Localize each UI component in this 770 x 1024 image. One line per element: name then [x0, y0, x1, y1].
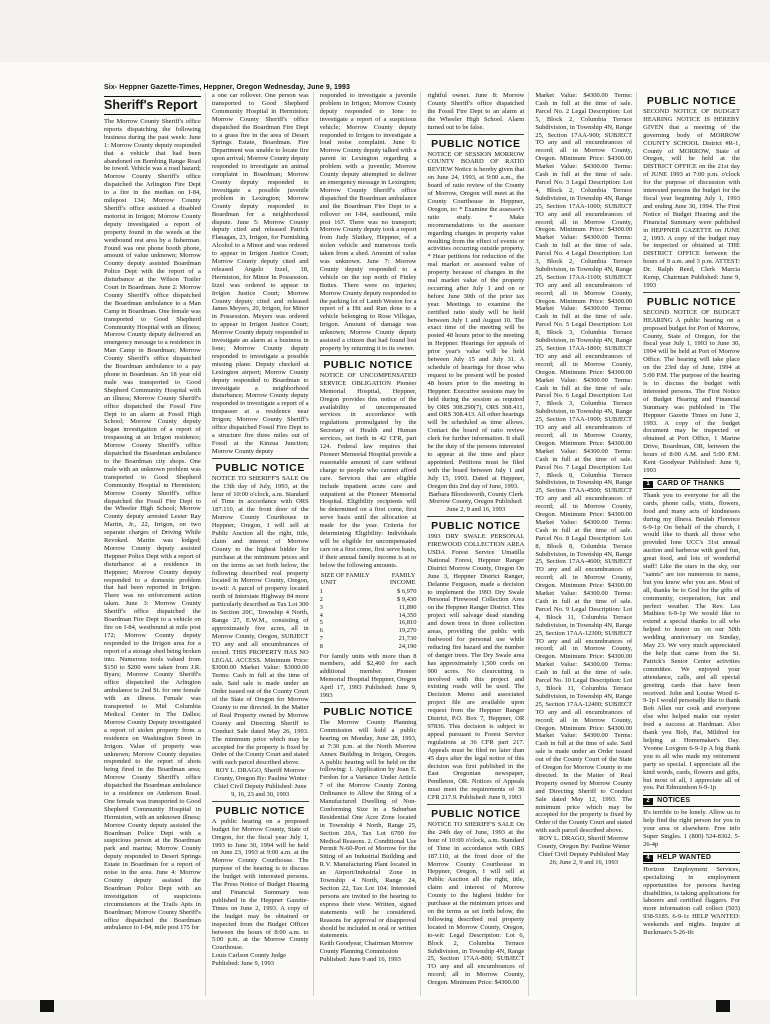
public-notice-heading: PUBLIC NOTICE [323, 358, 413, 371]
public-notice-heading: PUBLIC NOTICE [646, 95, 737, 107]
column-4 [427, 92, 529, 996]
scan-margin-bottom [0, 1000, 770, 1024]
school-budget-notice: SECOND NOTICE OF BUDGET HEARING NOTICE IS HEREBY GIVEN that a meeting of the governing body of MORROW COUNTY SCHOOL District #R-1, County of MORROW, State of Oregon, will be held at the DISTRICT OFFICE on the 21st day of JUNE 1993 at 7:00 p.m. o'clock for the purpose of discussion with interested persons the budget for the fiscal year beginning July 1, 1993 and ending June 30, 1994. The First Notice of Budget Hearing and the Financial Summary were published in HEPPNER GAZETTE on JUNE 2, 1993. A copy of the budget may be inspected or obtained at THE DISTRICT OFFICE between the hours of 9 a.m. and 3 p.m. ATTEST: Dr. Ralph Reed, Clerk Marcia Kemp, Chairman Published: June 9, 1993 [643, 108, 740, 289]
divider [427, 804, 524, 805]
card-of-thanks-body: Thank you to everyone for all the cards, phone calls, visits, flowers, food and many acts of kindnesses during my illness. Beulah Florence 6-9-1p On behalf of the church, I would like to thank all those who provided Ione UCC's 31st annual auction and barbecue with good fun, great food, and lots of wonderful stuff! Like the stars in the sky, our "saints" are too numerous to name, but you know who you are. Most of all, thanks be to God for the gifts of community, cooperation, fun and perfect weather. The Rev. Lea Mathieu 6-9-1p We would like to extend a special thanks to all who helped to honor us on our 50th wedding anniversary on Sunday, May 23. We very much appreciated the help that came from the St. Patrick's Senior Center activities committee. We enjoyed your attendance, calls, and all special greeting cards that have been received. John and Louise Wood 6-9-1p I would personally like to thank Bob Allen our cook and everyone else who helped make our oyster feed a success at Hardman. Also thank you Bob, Pat, Mildred for helping at Homemaker's Day. Yvonne Lovgren 6-9-1p A big thank you to all who made my retirement party so special. I appreciate all the kind words, cards, flowers and gifts, but most of all, I appreciate all of you. Pat Edmundson 6-9-1p [643, 491, 740, 792]
scan-margin-top [0, 0, 770, 62]
table-cell: 19,270 [398, 627, 417, 635]
divider [320, 355, 417, 356]
table-cell: 4 [319, 611, 323, 619]
divider [427, 516, 524, 517]
table-cell: 6 [319, 627, 323, 635]
classified-label: HELP WANTED [657, 853, 712, 861]
notice-signature: Keith Goodyear, Chairman Morrow County Planning Commission Published: June 9 and 16, 1993 [319, 940, 413, 964]
column-5 [535, 92, 637, 996]
notice-signature: ROY L. DRAGO, Sheriff Morrow County, Oregon By: Pauline Winter Chief Civil Deputy Published: June 9, 16, 23 and 30, 1993 [213, 767, 307, 798]
table-row [320, 619, 417, 627]
column-3 [320, 92, 422, 996]
port-budget-notice: SECOND NOTICE OF BUDGET HEARING A public hearing on a proposed budget for Port of Morrow, County, State of Oregon, for the fiscal year July 1, 1993 to June 30, 1994 will be held at Port of Morrow Office. The hearing will take place on the 23rd day of June, 1994 at 5:00 P.M. The purpose of the hearing is to discuss the budget with interested persons. The First Notice of Budget Hearing and Financial Summary was published in The Heppner Gazette Times on June 2, 1993. A copy of the budget document may be inspected or obtained at Port Office, 1 Marine Drive, Boardman, OR, between the hours of 8:00 A.M. and 5:00 P.M. Kent Goodyear Published: June 9, 1993 [643, 308, 740, 474]
help-wanted-body: Horizon Employment Services, specializing in employment opportunities for persons having disabilities, is taking applications for laborers and certified flaggers. For more information call collect (503) 938-5185. 6-9-1c HELP WANTED: weekends and nights. Inquire at Buckman's 5-26-tfc [643, 865, 740, 937]
table-cell: 14,350 [398, 611, 417, 619]
page-folio: Six- Heppner Gazette-Times, Heppner, Oregon Wednesday, June 9, 1993 [104, 84, 350, 91]
divider [643, 292, 740, 293]
table-header: FAMILY INCOME [389, 571, 416, 587]
column-2 [212, 92, 314, 996]
sheriffs-report-continued: a one car rollover. One person was transported to Good Shepherd Community Hospital in Hermiston; Morrow County Sheriff's office dispatched the Boardman Fire Dept to a grass fire in the area of Desert Springs Estate, Boardman. Fire Department was unable to locate fire upon arrival; Morrow County deputy responded to investigate an animal complaint in Boardman; Morrow County deputy responded to investigate a possible juvenile problem in Lexington; Morrow County deputy responded to Boardman for a neighborhood dispute. June 5: Morrow County deputy cited and released Patrick Flanagan, 23, Irrigon, for Furnishing Alcohol to a Minor and was ordered to appear in Irrigon Justice Court; Morrow County deputy cited and released Angelo Izzel, 18, Hermiston, for Minor In Possession. Izzel was ordered to appear in Irrigon Justice Court; Morrow County deputy cited and released James Meyers, 20, Irrigon, for Minor in Possession. Meyers was ordered to appear in Irrigon Justice Court; Morrow County deputy responded to investigate an alarm at a business in Ione; Morrow County deputy responded to investigate a possible missing plane. Deputy checked at Lexington airport; Morrow County deputy responded to Boardman to investigate a neighborhood disturbance; Morrow County deputy responded to investigate a report of a trespasser at a residence near Irrigon; Morrow County Sheriff's office dispatched Fossil Fire Dept to a structure fire three miles out of Fossil at the Kinzua Junction; Morrow County deputy [211, 92, 309, 455]
table-cell: 21,730 [398, 634, 417, 642]
table-row [320, 604, 417, 612]
table-row [320, 596, 417, 604]
board-of-ratio-review-notice: NOTICE OF SESSION MORROW COUNTY BOARD OF RATIO REVIEW Notice is hereby given that on June 24, 1993, at 9:00 a.m., the board of ratio review of the County of Morrow, Oregon will meet at the County Courthouse in Heppner, Oregon, to: * Examine the assessor's ratio study. * Make recommendations to the assessor regarding changes in property value resulting from the effect of events or activities occurring outside property. * Hear petitions for reduction of the real market or assessed value of property because of changes in the real market value of the property occurring after July 1 and on or before June 30th of the prior tax year. Meetings to examine the certified ratio study will be held between July 1 and August 10. The exact time of the meeting will be posted 48 hours prior to the meeting in Heppner. Hearings for appeals of prior year's value will be held between July 15 and July 31. A schedule of hearings for those who request to be present will be posted 48 hours prior to the meeting in Heppner. Executive sessions may be held during the session as required by ORS 308.290(7), ORS 308.411, and ORS 308.413. All other hearings will be scheduled as time allows. Contact the board of ratio review clerk for further information. It shall be the duty of the persons interested to appear at the time and place appointed. Petitions must be filed with the board between July 1 and July 15, 1993. Dated at Heppner, Oregon this 2nd day of June, 1993. [427, 150, 525, 490]
notices-body: It's terrible to be lonely. Allow us to help find the right person for you in your area or elsewhere. Free info Super Singles. 1 (800) 524-8362. 5-26-4p [643, 809, 740, 848]
table-cell: 3 [319, 603, 323, 611]
table-cell: 24,190 [398, 642, 417, 650]
sheriffs-sale-notice: NOTICE TO SHERIFF'S SALE On the 24th day of June, 1993 at the hour of 10:00 o'clock, a.m. Standard of Time in accordance with ORS 187.110, at the front door of the Morrow County Courthouse in Heppner, Oregon, I will sell at Public Auction all the right, title, claim and interest of Morrow County to the highest bidder for purchase at the minimum prices and on the terms as set forth below, the following described real property located in Morrow County, Oregon, to-wit: Legal Description: Lot 6, Block 2, Columbia Terrace Subdivision, in Township 4N, Range 25, Section 17AA-800; SUBJECT TO any and all encumbrances of record; all in Morrow County, Oregon. Minimum Price: $4300.00 [427, 821, 525, 987]
uncompensated-service-notice: NOTICE OF UNCOMPENSATED SERVICE OBLIGATION Pioneer Memorial Hospital, Heppner, Oregon provides this notice of the availability of uncompensated services in accordance with regulations promulgated by the Secretary of Health and Human services, set forth in 42 CFR, part 124. Federal law requires that Pioneer Memorial Hospital provide a reasonable amount of care without charge to people who cannot afford care. Services that are eligible include inpatient acute care and outpatient at the Pioneer Memorial Hospital. Eligibility recipients will be determined on a first come, first serve basis until the allocation at made for the year. Criteria for determining Eligibility: Individuals will be eligible for uncompensated care on a first come, first serve basis, if their annual family income is at or below the following amounts. [319, 371, 417, 569]
county-budget-notice: A public hearing on a proposed budget for Morrow County, State of Oregon, for the fiscal year July 1, 1993 to June 30, 1994 will be held on June 23, 1993 at 9:00 a.m. at the Morrow County Courthouse. The purpose of the hearing is to discuss the budget with interested persons. The Press Notice of Budget Hearing and Financial Summary was published in the Heppner Gazette-Times on June 2, 1993. A copy of the budget may be obtained or inspected from the Budget Officer between the hours of 8:00 a.m. to 5:00 p.m. at the Morrow County Courthouse. [211, 817, 309, 952]
sheriffs-sale-notice: NOTICE TO SHERIFF'S SALE On the 13th day of July, 1993, at the hour of 10:00 o'clock, a.m. Standard of Time in accordance with ORS 187.110, at the front door of the Morrow County Courthouse in Heppner, Oregon, I will sell at Public Auction all the right, title, claim and interest of Morrow County to the highest bidder for purchase at the minimum prices and on the terms as set forth below, the following described real property located in Morrow County, Oregon, to-wit: A parcel of property located north of Interstate Highway 84 more particularly described as Tax Lot 300 in Section 20C, Township 4 North, Range 27, E.W.M., consisting of approximately five acres, all in Morrow County, Oregon, SUBJECT TO any and all encumbrances of record. THIS PROPERTY HAS NO LEGAL ACCESS. Minimum Price: $3000.00 Market Value: $3000.00 Terms: Cash in full at the time of sale. Said sale is made under an Order issued out of the County Court of the State of Oregon for Morrow County to me directed. In the Matter of Real Property owned by Morrow County and Directing Sheriff to Conduct Sale dated May 26, 1993. The minimum price which may be accepted for the property is fixed by Order of the County Court and stated with each parcel described above. [211, 474, 309, 767]
newspaper-page [104, 92, 740, 996]
table-cell: 8 [319, 642, 323, 650]
public-notice-heading: PUBLIC NOTICE [323, 705, 413, 718]
sheriffs-sale-parcels: Market Value: $4300.00 Terms: Cash in full at the time of sale. Parcel No. 2 Legal Description: Lot 5, Block 2, Columbia Terrace Subdivision, in Township 4N, Range 25, Section 17AA-900; SUBJECT TO any and all encumbrances of record; all in Morrow County, Oregon. Minimum Price: $4300.00 Market Value: $4300.00 Terms: Cash in full at the time of sale. Parcel No. 3 Legal Description: Lot 4, Block 2, Columbia Terrace Subdivision, in Township 4N, Range 25, Section 17AA-1000; SUBJECT TO any and all encumbrances of record; all in Morrow County, Oregon. Minimum Price: $4300.00 Market Value: $4300.00 Terms: Cash in full at the time of sale. Parcel No. 4 Legal Description: Lot 3, Block 2, Columbia Terrace Subdivision, in Township 4N, Range 25, Section 17AA-1100; SUBJECT TO any and all encumbrances of record; all in Morrow County, Oregon. Minimum Price: $4300.00 Market Value: $4300.00 Terms: Cash in full at the time of sale. Parcel No. 5 Legal Description: Lot 8, Block 3, Columbia Terrace Subdivision, in Township 4N, Range 25, Section 17AA-1800; SUBJECT TO any and all encumbrances of record; all in Morrow County, Oregon. Minimum Price: $4300.00 Market Value: $4300.00 Terms: Cash in full at the time of sale. Parcel No. 6 Legal Description: Lot 7, Block 3, Columbia Terrace Subdivision, in Township 4N, Range 25, Section 17AA-1900; SUBJECT TO any and all encumbrances of record; all in Morrow County, Oregon. Minimum Price: $4300.00 Market Value: $4300.00 Terms: Cash in full at the time of sale. Parcel No. 7 Legal Description: Lot 7, Block 8, Columbia Terrace Subdivision, in Township 4N, Range 25, Section 17AA-4500; SUBJECT TO any and all encumbrances of record; all in Morrow County, Oregon. Minimum Price: $4300.00 Market Value: $4300.00 Terms: Cash in full at the time of sale. Parcel No. 8 Legal Description: Lot 8, Block 8, Columbia Terrace Subdivision, in Township 4N, Range 25, Section 17AA-4600; SUBJECT TO any and all encumbrances of record; all in Morrow County, Oregon. Minimum Price: $4300.00 Market Value: $4300.00 Terms: Cash in full at the time of sale. Parcel No. 9 Legal Description: Lot 4, Block 11, Columbia Terrace Subdivision, in Township 4N, Range 25, Section 17AA-12300; SUBJECT TO any and all encumbrances of record; all in Morrow County, Oregon. Minimum Price: $4300.00 Market Value: $4300.00 Terms: Cash in full at the time of sale. Parcel No. 10 Legal Description: Lot 3, Block 11, Columbia Terrace Subdivision, in Township 4N, Range 25, Section 17AA-12400; SUBJECT TO any and all encumbrances of record; all in Morrow County, Oregon. Minimum Price: $4300.00 Market Value: $4300.00 Terms: Cash in full at the time of sale. Said sale is made under an Order issued out of the County Court of the State of Oregon for Morrow County to me directed. In the Matter of Real Property owned by Morrow County and Directing Sheriff to Conduct Sale dated May 12, 1993. The minimum price which may be accepted for the property is fixed by Order of the County Court and stated with each parcel described above. [535, 92, 633, 835]
public-notice-heading: PUBLIC NOTICE [646, 295, 737, 308]
income-table [320, 571, 417, 651]
classified-number: 4 [643, 855, 653, 862]
table-cell: 16,810 [398, 619, 417, 627]
public-notice-heading: PUBLIC NOTICE [431, 520, 521, 533]
registration-mark [40, 1000, 54, 1012]
uncompensated-service-notice-tail: For family units with more than 8 members, add $2,460 for each additional member. Pioneer Memorial Hospital Heppner, Oregon April 17, 1993 Published: June 9, 1993 [319, 652, 417, 700]
planning-commission-notice: The Morrow County Planning Commission will hold a public hearing on Monday, June 28, 1993, at 7:30 p.m. at the North Morrow Annex Building in Irrigon, Oregon. A public hearing will be held on the following: 1. Application by Joan E. Ferdon for a Variance Under Article 7 of the Morrow County Zoning Ordinance to Allow the Siting of a Manufactured Dwelling of Non-Conforming Size in a Suburban Residential One Acre Zone located in Township 4 North, Range 25, Section 20A, Tax Lot 6700 for Medical Reasons. 2. Conditional Use Permit N-60-Port of Morrow for the Siting of an Industrial Building and R.V. Manufacturing Plant located in an Airport/Industrial Zone in Township 4 North, Range 24, Section 22, Tax Lot 104. Interested persons are invited to the hearing to express their view. Written, signed statements will be considered. Reasons for approval or disapproval should be included in oral or written statements. [319, 718, 417, 940]
divider [212, 801, 309, 802]
table-row [320, 612, 417, 620]
classified-label: NOTICES [657, 797, 691, 805]
classified-heading-card-of-thanks [643, 478, 740, 490]
table-row [320, 588, 417, 596]
table-cell: 2 [319, 595, 323, 603]
registration-mark [716, 1000, 730, 1012]
table-cell: 5 [319, 619, 323, 627]
classified-heading-help-wanted [643, 852, 740, 864]
column-6 [643, 92, 740, 996]
notice-signature: Louis Carlson County Judge Published: June 9, 1993 [211, 952, 287, 968]
notice-signature: ROY L. DRAGO, Sheriff Morrow County, Oregon By: Pauline Winter Chief Civil Deputy Published May 26; June 2, 9 and 16, 1993 [537, 835, 631, 866]
notice-signature: Barbara Bloodsworth, County Clerk Morrow County, Oregon Published: June 2, 9 and 16, 1993 [428, 490, 524, 514]
table-cell: 11,890 [398, 603, 417, 611]
table-cell: 7 [319, 634, 323, 642]
classified-label: CARD OF THANKS [657, 479, 725, 487]
classified-number: 2 [643, 798, 653, 805]
table-row [320, 643, 417, 651]
table-header: SIZE OF FAMILY UNIT [320, 571, 370, 587]
divider [212, 458, 309, 459]
public-notice-heading: PUBLIC NOTICE [215, 461, 305, 474]
table-cell: $ 9,430 [396, 595, 417, 603]
classified-heading-notices [643, 795, 740, 807]
table-row [320, 627, 417, 635]
public-notice-heading: PUBLIC NOTICE [431, 137, 521, 150]
sheriffs-report-heading: Sheriff's Report [104, 96, 201, 115]
table-row [320, 635, 417, 643]
public-notice-heading: PUBLIC NOTICE [431, 808, 521, 821]
sheriffs-report-continued: rightful owner. June 8: Morrow County Sheriff's office dispatched the Fossil Fire Dept to an alarm at the Wheeler High School. Alarm turned out to be false. [427, 92, 525, 131]
classified-number: 1 [643, 481, 653, 488]
table-cell: $ 6,970 [396, 588, 417, 596]
divider [320, 702, 417, 703]
table-cell: 1 [319, 588, 323, 596]
sheriffs-report-body: The Morrow County Sheriff's office reports dispatching the following business during the past week: June 1: Morrow County deputy responded that a vehicle that had been abandoned on Bombing Range Road be towed. Vehicle was a road hazard; Morrow County Sheriff's office dispatched the Arlington Fire Dept to a fire in the median on I-84, milepost 134; Morrow County Sheriff's office assisted a disabled motorist in Irrigon; Morrow County deputy investigated a report of property found in the weeds at the westbound rest area by a fisherman. Found was one phone booth phone, amount of value unknown; Morrow County deputy assisted Boardman Police Dept with the report of a disturbance at the Wilson Trailer Court in Boardman. June 2: Morrow County Sheriff's office dispatched the Boardman ambulance to a Man Camp in Boardman. One female was transported to Good Shepherd Community Hospital with an illness; Morrow County deputy delivered an emergency message to a residence in Man Camp in Boardman; Morrow County Sheriff's office dispatched the Boardman ambulance to a pay phone in Boardman. An 18 year old male was transported to Good Shepherd Community Hospital with an illness; Morrow County Sheriff's office dispatched the Fossil Fire Dept to an alarm at Fossil High School; Morrow County deputy began investigation of a report of trespassing at an Irrigon residence; Morrow County Sheriff's office dispatched the Boardman ambulance to the Boardman city shops. One male with an unknown problem was transported to Good Shepherd Community Hospital in Hermiston; Morrow County Sheriff's office dispatched the Fossil Fire Dept to the Wheeler High School; Morrow County deputy arrested Lester Ray Martin, Jr., 22, Irrigon, on two separate charges of Driving While Revoked. Martin was lodged; Morrow County deputy assisted Heppner Police Dept with a report of disturbance at a residence in Heppner; Morrow County deputy responded to a domestic problem that had been reported in Irrigon. There was no enforcement action taken. June 3: Morrow County Sheriff's office dispatched the Boardman Fire Dept to a vehicle on fire on I-84, westbound at mile post 172; Morrow County deputy responded to the Irrigon area for a report of a storage shed being broken into. Numerous tools valued from $150 to $200 were taken from J.R. Byars; Morrow County Sheriff's office dispatched the Arlington ambulance to 2nd St. for one female with an illness. Female was transported to Mid Columbia Medical Center in The Dalles; Morrow County Deputy investigated a report of stolen property from a residence on Washington Street in Irrigon. Value of property was unknown; Morrow County deputies responded to the report of shots being fired in the Boardman area; Morrow County Sheriff's office dispatched the Boardman ambulance to a residence on Anderson Road. One female was transported to Good Shepherd Community Hospital in Hermiston, with an unknown illness; Morrow County deputy assisted the Boardman Police Dept with a suspicious person at the Boardman park and marina; Morrow County deputy responded to Desert Springs Estate in Boardman for a report of noise in the area. June 4: Morrow County deputy assisted the Boardman Police Dept with an investigation of suspicious circumstances at the Trails Apts in Boardman; Morrow County Sheriff's office dispatched the Boardman ambulance to I-84, mile post 175 for [104, 118, 201, 932]
divider [427, 134, 524, 135]
public-notice-heading: PUBLIC NOTICE [215, 804, 305, 817]
sheriffs-report-continued: responded to investigate a juvenile problem in Irrigon; Morrow County deputy responded to Ione to investigate a report of a suspicious vehicle; Morrow County deputy responded to Irrigon to investigate a loud noise complaint. June 6: Morrow County deputy talked with a parent in Lexington regarding a problem with a juvenile; Morrow County deputy attempted to deliver an emergency message in Lexington; Morrow County Sheriff's office dispatched the Boardman ambulance and the Boardman Fire Dept to a rollover on I-84, eastbound, mile post 167. There was no transport; Morrow County deputy took a report from Judy Slutkey, Heppner, of a stolen vehicle and numerous tools taken from a shed. Amount of value was unknown. June 7: Morrow County deputy responded to a vehicle on the top north of Finley Buttes. There were no injuries; Morrow County deputy responded to the parking lot of Lamb Weston for a report of a Hit and Run done to a vehicle belonging to Rose Villegas, Irrigon. Amount of damage was unknown; Morrow County deputy assisted a citizen that had found lost property by returning it to its owner. [319, 92, 417, 352]
firewood-collection-notice: 1993 DRY SWALE PERSONAL FIREWOOD COLLECTION AREA USDA Forest Service Umatilla National Forest, Heppner Ranger District Morrow County, Oregon On June 3, Heppner District Ranger, Delanne Ferguson, made a decision to implement the 1993 Dry Swale Personal Firewood Collection Area on the Heppner Ranger District. This project will salvage dead standing and down trees in three collection areas, providing the public with fuelwood for personal use while reducing fire hazard and the number of danger trees. The Dry Swale area has approximately 1,500 cords on 900 acres. No clearcutting is involved with this project and existing roads will be used. The Decision Memo and associated project file are available upon request from the Heppner Ranger District, P.O. Box 7, Heppner, OR 97836. This decision is subject to appeal pursuant to Forest Service regulations at 36 CFR part 217. Appeals must be filed no later than 45 days after the legal notice of this decision was first published in the East Oregonian newspaper, Pendleton, OR. Notices of Appeals must meet the requirements of 36 CFR 217.9. Published: June 9, 1993 [427, 533, 525, 802]
column-1 [104, 92, 206, 996]
